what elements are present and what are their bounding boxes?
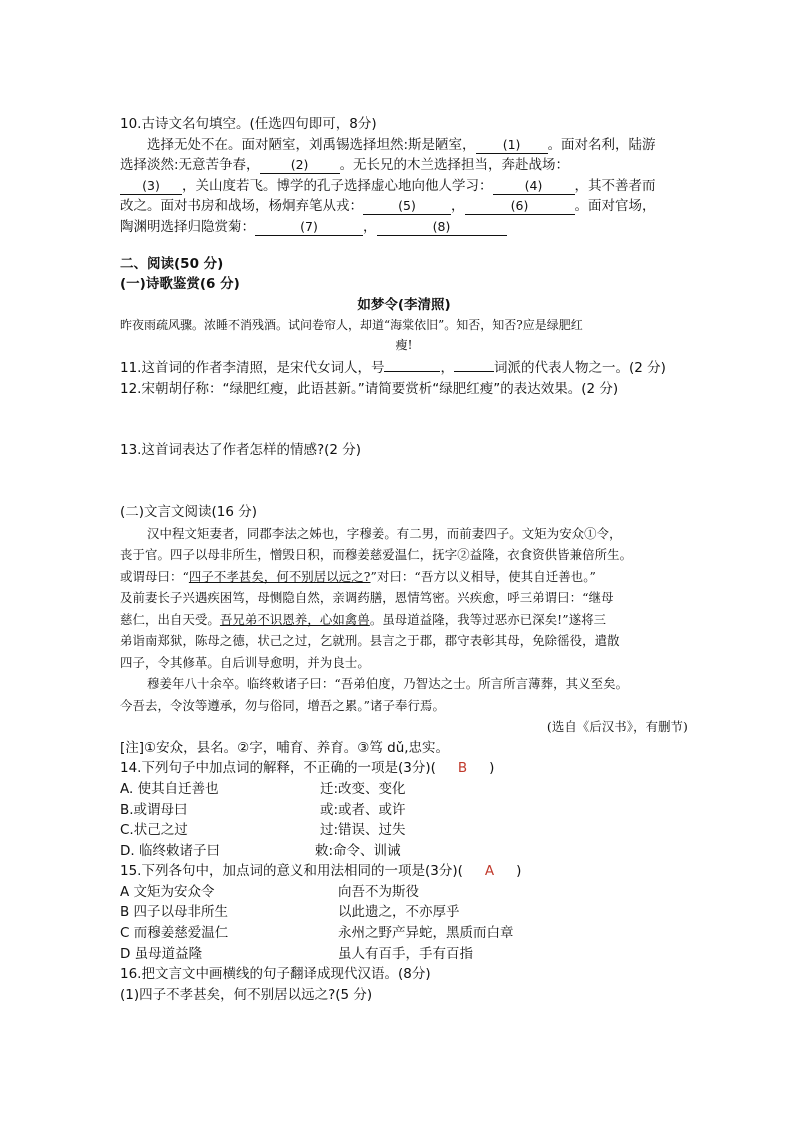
q12: 12.宋朝胡仔称：“绿肥红瘦，此语甚新。”请简要赏析“绿肥红瘦”的表达效果。(2 分) (120, 380, 619, 397)
q10-heading: 10.古诗文名句填空。(任选四句即可，8分) (120, 116, 377, 132)
passage-line: 四子，令其修革。自后训导愈明，并为良士。 (120, 654, 370, 670)
q10-line-2 (120, 155, 688, 176)
answer-blank-8[interactable]: (8) (377, 219, 507, 236)
subsection-classical: (二)文言文阅读(16 分) (120, 504, 258, 521)
q15-text: 15.下列各句中，加点词的意义和用法相同的一项是(3分)( (120, 863, 463, 880)
option-text: C.状己之过 (120, 822, 188, 839)
q10-text: ，关山度若飞。博学的孔子选择虚心地向他人学习： (182, 177, 493, 194)
underlined-sentence-2: 吾兄弟不识恩养，心如禽兽 (219, 611, 370, 627)
passage-text: ”对曰：“吾方以义相导，使其自迁善也。” (370, 568, 596, 584)
q10-text: ，其不善者而 (574, 177, 656, 194)
q10-text: 陶渊明选择归隐赏菊： (120, 218, 255, 235)
q14-option (120, 800, 688, 821)
q15-heading (120, 861, 688, 882)
option-text: C 而穆姜慈爱温仁 (120, 925, 229, 942)
option-text: A 文矩为安众令 (120, 883, 215, 900)
q11-text: 词派的代表人物之一。(2 分) (493, 360, 666, 377)
option-text: D 虽母道益隆 (120, 945, 203, 962)
q10-line-1 (120, 135, 688, 156)
q10-text: 。无长兄的木兰选择担当，奔赴战场： (339, 157, 570, 174)
q14-text: ) (489, 760, 495, 777)
poem-line-1: 昨夜雨疏风骤。浓睡不消残酒。试问卷帘人，却道“海棠依旧”。知否，知否?应是绿肥红 (120, 318, 583, 333)
passage-line: 汉中程文矩妻者，同郡李法之姊也，字穆姜。有二男，而前妻四子。文矩为安众①令， (147, 525, 622, 541)
q15-text: ) (516, 863, 522, 880)
option-gloss: 过:错误、过失 (320, 822, 406, 839)
q10-text: 改之。面对书房和战场，杨炯弃笔从戎： (120, 198, 363, 215)
q10-text: ， (451, 198, 465, 215)
passage-line: 及前妻长子兴遇疾困笃，母恻隐自然，亲调药膳，恩情笃密。兴疾愈，呼三弟谓曰：“继母 (120, 590, 614, 606)
passage-line: 丧于官。四子以母非所生，憎毁日积，而穆姜慈爱温仁，抚字②益隆，衣食资供皆兼倍所生。 (120, 547, 633, 563)
answer-blank-2[interactable]: (2) (260, 157, 340, 174)
q11 (120, 355, 688, 379)
q16-heading: 16.把文言文中画横线的句子翻译成现代汉语。(8分) (120, 966, 431, 983)
q13: 13.这首词表达了作者怎样的情感?(2 分) (120, 441, 362, 458)
option-compare: 永州之野产异蛇，黑质而白章 (338, 925, 514, 942)
q10-text: 选择淡然:无意苦争春， (120, 157, 260, 174)
passage-text: 慈仁，出自天受。 (120, 611, 220, 627)
q14-heading (120, 758, 688, 779)
passage-line: 穆姜年八十余卒。临终敕诸子曰：“吾弟伯度，乃智达之士。所言所言薄葬，其义至矣。 (147, 676, 629, 692)
passage-text: 。虽母道益隆，我等过恶亦已深矣!”遂将三 (369, 611, 607, 627)
answer-blank-1[interactable]: (1) (476, 137, 548, 154)
answer-blank-7[interactable]: (7) (255, 219, 363, 236)
q15-option (120, 944, 688, 965)
q16-sub-1: (1)四子不孝甚矣，何不别居以远之?(5 分) (120, 986, 373, 1003)
passage-text: 或谓母曰：“ (120, 568, 189, 584)
option-text: B 四子以母非所生 (120, 904, 229, 921)
q11-blank-2[interactable] (454, 355, 494, 372)
q14-option (120, 820, 688, 841)
poem-line-2: 瘦! (395, 338, 413, 353)
passage-source: (选自《后汉书》，有删节) (546, 719, 688, 735)
passage-line (120, 566, 688, 588)
q10-line-5 (120, 217, 688, 238)
poem-title: 如梦令(李清照) (357, 296, 451, 313)
answer-blank-5[interactable]: (5) (363, 198, 451, 215)
q11-blank-1[interactable] (384, 355, 440, 372)
option-gloss: 迁:改变、变化 (320, 780, 406, 797)
passage-line: 弟诣南郑狱，陈母之德，状己之过，乞就刑。县言之于郡，郡守表彰其母，免除徭役，遣散 (120, 633, 620, 649)
option-text: D. 临终敕诸子曰 (120, 842, 220, 859)
option-compare: 向吾不为斯役 (338, 883, 419, 900)
section-heading: 二、阅读(50 分) (120, 255, 224, 272)
q10-text: ， (363, 218, 377, 235)
q10-line-4 (120, 196, 688, 217)
q11-text: ， (440, 360, 454, 377)
q15-option (120, 923, 688, 944)
q10-line-3 (120, 176, 688, 197)
q14-text: 14.下列句子中加点词的解释，不正确的一项是(3分)( (120, 760, 436, 777)
option-gloss: 敕:命令、训诫 (315, 842, 401, 859)
q15-option (120, 902, 688, 923)
q10-text: 。面对名利，陆游 (547, 136, 656, 153)
q14-answer: B (457, 760, 468, 777)
option-compare: 以此遗之，不亦厚乎 (338, 904, 460, 921)
q15-option (120, 882, 688, 903)
answer-blank-3[interactable]: (3) (120, 178, 182, 195)
q14-option (120, 779, 688, 800)
q15-answer: A (484, 863, 495, 880)
q11-text: 11.这首词的作者李清照，是宋代女词人，号 (120, 360, 385, 377)
q10-text: 选择无处不在。面对陋室，刘禹锡选择坦然:斯是陋室， (147, 136, 476, 153)
answer-blank-4[interactable]: (4) (493, 178, 575, 195)
option-text: B.或谓母曰 (120, 801, 188, 818)
option-text: A. 使其自迁善也 (120, 780, 219, 797)
answer-blank-6[interactable]: (6) (465, 198, 575, 215)
exam-page (120, 114, 688, 1005)
passage-line (120, 609, 688, 631)
option-compare: 虽人有百手，手有百指 (338, 945, 473, 962)
option-gloss: 或:或者、或许 (320, 801, 406, 818)
underlined-sentence-1: 四子不孝甚矣，何不别居以远之? (188, 568, 371, 584)
passage-line: 今吾去，令汝等遵承，勿与俗同，增吾之累。”诸子奉行焉。 (120, 697, 445, 713)
footnotes: [注]①安众，县名。②字，哺育、养育。③笃 dǔ,忠实。 (120, 739, 450, 756)
q14-option (120, 841, 688, 862)
q10-text: 。面对官场， (574, 198, 656, 215)
subsection-poetry: (一)诗歌鉴赏(6 分) (120, 276, 240, 293)
